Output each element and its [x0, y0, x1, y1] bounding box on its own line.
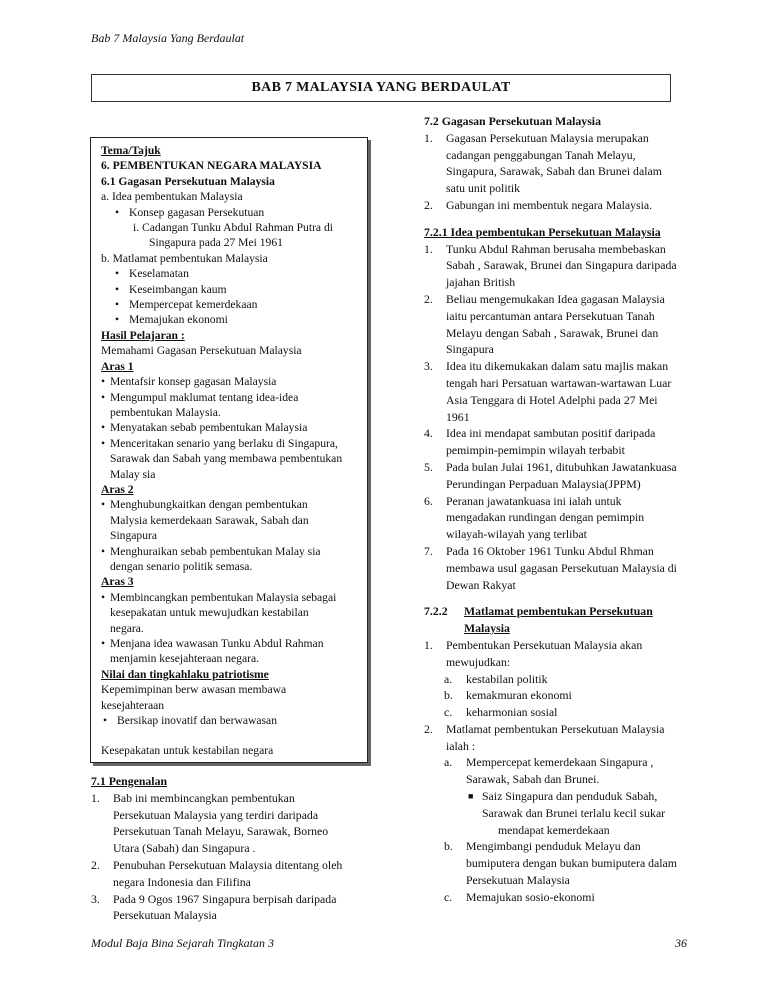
hasil-text: Memahami Gagasan Persekutuan Malaysia: [101, 344, 302, 358]
idea-item: [424, 241, 704, 291]
idea-item: [424, 493, 704, 543]
text-line: iaitu percantuman antara Persekutuan Tanah: [446, 308, 655, 323]
matlamat-item-1: [424, 637, 704, 671]
matlamat-item-2a-bullet: [424, 788, 704, 838]
text-line: Penubuhan Persekutuan Malaysia ditentang oleh: [113, 857, 343, 872]
text-line: Menjana idea wawasan Tunku Abdul Rahman •: [101, 637, 324, 650]
text-line: Mentafsir konsep gagasan Malaysia •: [101, 375, 277, 389]
item-number: a.: [444, 671, 453, 686]
matlamat-subitem: [424, 704, 704, 721]
bullet-icon: •: [101, 375, 106, 389]
matlamat-subitem: [424, 889, 704, 906]
page-number: 36: [675, 936, 687, 950]
idea-item: [424, 425, 704, 459]
text-line: Sabah , Sarawak, Brunei dan Singapura daripada: [446, 258, 677, 273]
item-number: 2.: [424, 721, 433, 736]
text-line: Sarawak dan Sabah yang membawa pembentukan: [110, 452, 343, 466]
text-line: tengah hari Persatuan wartawan-wartawan Luar: [446, 375, 672, 390]
tema-label: Tema/Tajuk: [101, 144, 161, 157]
aras1-item: [101, 374, 367, 389]
text-line: membawa usul gagasan Persekutuan Malaysia di: [446, 560, 677, 575]
text-line: Asia Tenggara di Hotel Adelphi pada 27 Mei: [446, 392, 658, 407]
bullet-icon: •: [101, 390, 106, 404]
item-number: 2.: [91, 857, 100, 872]
footer-text: Modul Baja Bina Sejarah Tingkatan 3: [91, 936, 274, 950]
text-line: Sarawak, Sabah dan Brunei.: [466, 772, 600, 787]
aras3-list: [101, 590, 367, 667]
matlamat-subitem: [424, 838, 704, 888]
point-a-bullet: • Konsep gagasan Persekutuan: [101, 205, 367, 220]
aras3-label: Aras 3: [101, 575, 134, 589]
point-a: a. Idea pembentukan Malaysia: [101, 190, 243, 204]
text-line: Bab ini membincangkan pembentukan: [113, 790, 295, 805]
matlamat-item-2a: [424, 754, 704, 788]
bullet-icon: •: [101, 590, 106, 604]
text-line: Sarawak dan Brunei terlalu kecil sukar: [482, 805, 666, 820]
matlamat-item-2: [424, 721, 704, 755]
item-number: b.: [444, 688, 453, 703]
item-number: 7.: [424, 543, 433, 558]
bullet-icon: •: [101, 544, 106, 558]
nilai-label: Nilai dan tingkahlaku patriotisme: [101, 667, 269, 681]
item-number: 3.: [91, 891, 100, 906]
aras2-item: [101, 544, 367, 575]
text-line: Menceritakan senario yang berlaku di Singapura, •: [101, 436, 338, 450]
text-line: Singapura: [446, 342, 494, 357]
text-line: Peranan jawatankuasa ini ialah untuk: [446, 493, 622, 508]
text-line: Singapura, Sarawak, Sabah dan Brunei dalam: [446, 164, 662, 179]
text-line: Mengimbangi penduduk Melayu dan: [466, 839, 641, 854]
section-7-1-list: [91, 790, 371, 924]
subitem-text: kestabilan politik: [466, 671, 548, 686]
chapter-title: BAB 7 MALAYSIA YANG BERDAULAT: [91, 74, 671, 102]
item-number: 5.: [424, 459, 433, 474]
matlamat-row: [424, 637, 704, 671]
item-number: a.: [444, 755, 453, 770]
item-number: c.: [444, 705, 453, 720]
text-line: dengan senario politik semasa.: [110, 559, 253, 573]
bullet-icon: •: [101, 436, 106, 450]
point-a-sub-1: i. Cadangan Tunku Abdul Rahman Putra di: [133, 221, 333, 235]
square-bullet-icon: ■: [468, 791, 474, 802]
point-a-sub-2: Singapura pada 27 Mei 1961: [149, 236, 283, 250]
pengenalan-item: [91, 857, 371, 891]
text-line: mengadakan rundingan dengan pemimpin: [446, 510, 645, 525]
text-line: Malay sia: [110, 467, 156, 481]
matlamat-item-1-sublist: [424, 671, 704, 721]
aras1-label: Aras 1: [101, 359, 134, 373]
matlamat-item-2b: [424, 838, 704, 888]
text-line: Menghuraikan sebab pembentukan Malay sia •: [101, 544, 321, 558]
point-b-item: • Keseimbangan kaum: [101, 282, 367, 297]
idea-item: [424, 291, 704, 358]
section-7-2-list: [424, 130, 704, 214]
text-line: negara Indonesia dan Filifina: [113, 874, 251, 889]
text-line: Mempercepat kemerdekaan Singapura ,: [466, 755, 654, 770]
text-line: Memajukan sosio-ekonomi: [466, 889, 595, 904]
text-line: mewujudkan:: [446, 654, 511, 669]
section-7-2-heading: 7.2 Gagasan Persekutuan Malaysia: [424, 114, 601, 128]
subitem-text: kemakmuran ekonomi: [466, 688, 572, 703]
matlamat-subitem: [424, 671, 704, 688]
text-line: 1961: [446, 409, 470, 424]
point-b-item: • Keselamatan: [101, 266, 367, 281]
subtopic-title: 6.1 Gagasan Persekutuan Malaysia: [101, 174, 275, 188]
item-number: 1.: [91, 790, 100, 805]
section-7-2-1-list: [424, 241, 704, 594]
text-line: pemimpin-pemimpin wilayah terbabit: [446, 443, 625, 458]
bullet-icon: •: [101, 421, 106, 435]
aras1-item: [101, 420, 367, 435]
aras2-label: Aras 2: [101, 482, 134, 496]
item-number: 6.: [424, 493, 433, 508]
point-b-item: • Mempercepat kemerdekaan: [101, 297, 367, 312]
topic-title: 6. PEMBENTUKAN NEGARA MALAYSIA: [101, 159, 322, 173]
item-number: 2.: [424, 197, 433, 212]
text-line: satu unit politik: [446, 181, 521, 196]
text-line: Persekutuan Malaysia: [113, 908, 217, 923]
aras1-item: [101, 390, 367, 421]
text-line: Pada bulan Julai 1961, ditubuhkan Jawatankuasa: [446, 459, 677, 474]
text-line: cadangan penggabungan Tanah Melayu,: [446, 147, 636, 162]
text-line: Menyatakan sebab pembentukan Malaysia •: [101, 421, 308, 435]
aras1-item: [101, 436, 367, 482]
summary-box: [90, 137, 368, 763]
point-b-item: • Memajukan ekonomi: [101, 312, 367, 327]
text-line: negara.: [110, 621, 144, 635]
point-b: b. Matlamat pembentukan Malaysia: [101, 251, 268, 265]
text-line: wilayah-wilayah yang terlibat: [446, 527, 587, 542]
matlamat-subitem: [424, 687, 704, 704]
section-7-1-heading: 7.1 Pengenalan: [91, 774, 168, 788]
bullet-icon: •: [101, 637, 106, 650]
text-line: Gabungan ini membentuk negara Malaysia.: [446, 197, 653, 212]
idea-item: [424, 543, 704, 593]
pengenalan-item: [91, 891, 371, 925]
nilai-line-1: Kepemimpinan berw awasan membawa: [101, 683, 287, 697]
aras2-list: [101, 497, 367, 574]
text-line: Persekutuan Malaysia yang terdiri daripada: [113, 807, 319, 822]
item-number: 2.: [424, 291, 433, 306]
gagasan-item: [424, 130, 704, 197]
section-7-2-1-heading: 7.2.1 Idea pembentukan Persekutuan Malaysia: [424, 224, 661, 239]
section-7-2-2-heading: 7.2.2 Matlamat pembentukan Persekutuan Malaysia: [424, 604, 653, 636]
text-line: bumiputera dengan bukan bumiputera dalam: [466, 856, 677, 871]
item-number: 1.: [424, 241, 433, 256]
text-line: Gagasan Persekutuan Malaysia merupakan: [446, 130, 649, 145]
text-line: menjamin kesejahteraan negara.: [110, 652, 260, 666]
text-line: Dewan Rakyat: [446, 577, 516, 592]
text-line: Beliau mengemukakan Idea gagasan Malaysia: [446, 291, 665, 306]
text-line: Idea itu dikemukakan dalam satu majlis makan: [446, 359, 669, 374]
text-line: Pada 16 Oktober 1961 Tunku Abdul Rhman: [446, 543, 654, 558]
matlamat-row: [424, 721, 704, 755]
text-line: kesepakatan untuk mewujudkan kestabilan: [110, 606, 309, 620]
aras3-item: [101, 590, 367, 636]
text-line: Mengumpul maklumat tentang idea-idea •: [101, 390, 299, 404]
hasil-label: Hasil Pelajaran :: [101, 328, 185, 342]
text-line: Pada 9 Ogos 1967 Singapura berpisah daripada: [113, 891, 337, 906]
gagasan-item: [424, 197, 704, 214]
item-number: 1.: [424, 130, 433, 145]
text-line: Singapura: [110, 529, 158, 543]
running-header: Bab 7 Malaysia Yang Berdaulat: [91, 31, 245, 45]
item-number: 1.: [424, 637, 433, 652]
text-line: Pembentukan Persekutuan Malaysia akan: [446, 637, 643, 652]
text-line: Matlamat pembentukan Persekutuan Malaysia: [446, 721, 665, 736]
aras2-item: [101, 497, 367, 543]
matlamat-item-2c: [424, 889, 704, 906]
text-line: Persekutuan Malaysia: [466, 873, 570, 888]
text-line: mendapat kemerdekaan: [498, 822, 610, 837]
text-line: Persekutuan Tanah Melayu, Sarawak, Borneo: [113, 824, 329, 839]
item-number: 3.: [424, 359, 433, 374]
text-line: Perundingan Perpaduan Malaysia(JPPM): [446, 476, 641, 491]
pengenalan-item: [91, 790, 371, 857]
text-line: Malysia kemerdekaan Sarawak, Sabah dan: [110, 513, 309, 527]
text-line: pembentukan Malaysia.: [110, 405, 221, 419]
square-bullet-row: [424, 788, 704, 838]
text-line: Melayu dengan Sabah , Sarawak, Brunei dan: [446, 325, 659, 340]
text-line: Membincangkan pembentukan Malaysia sebagai •: [101, 590, 337, 604]
bullet-icon: •: [101, 498, 106, 512]
text-line: Utara (Sabah) dan Singapura .: [113, 841, 256, 856]
nilai-bullet: • Bersikap inovatif dan berwawasan: [103, 714, 278, 728]
item-number: 4.: [424, 426, 433, 441]
text-line: Menghubungkaitkan dengan pembentukan •: [101, 498, 308, 512]
section-7-2: [424, 113, 704, 906]
text-line: ialah :: [446, 738, 476, 753]
idea-item: [424, 358, 704, 425]
item-number: c.: [444, 889, 453, 904]
text-line: jajahan British: [446, 275, 516, 290]
nilai-line-2: kesejahteraan: [101, 698, 165, 712]
matlamat-subitem: [424, 754, 704, 788]
aras3-item: [101, 636, 367, 667]
section-7-1: [91, 773, 371, 924]
text-line: Idea ini mendapat sambutan positif daripada: [446, 426, 656, 441]
kesepakatan-text: Kesepakatan untuk kestabilan negara: [101, 744, 274, 758]
text-line: Saiz Singapura dan penduduk Sabah,: [482, 789, 658, 804]
subitem-text: keharmonian sosial: [466, 705, 558, 720]
idea-item: [424, 459, 704, 493]
aras1-list: [101, 374, 367, 482]
text-line: Tunku Abdul Rahman berusaha membebaskan: [446, 241, 666, 256]
item-number: b.: [444, 839, 453, 854]
